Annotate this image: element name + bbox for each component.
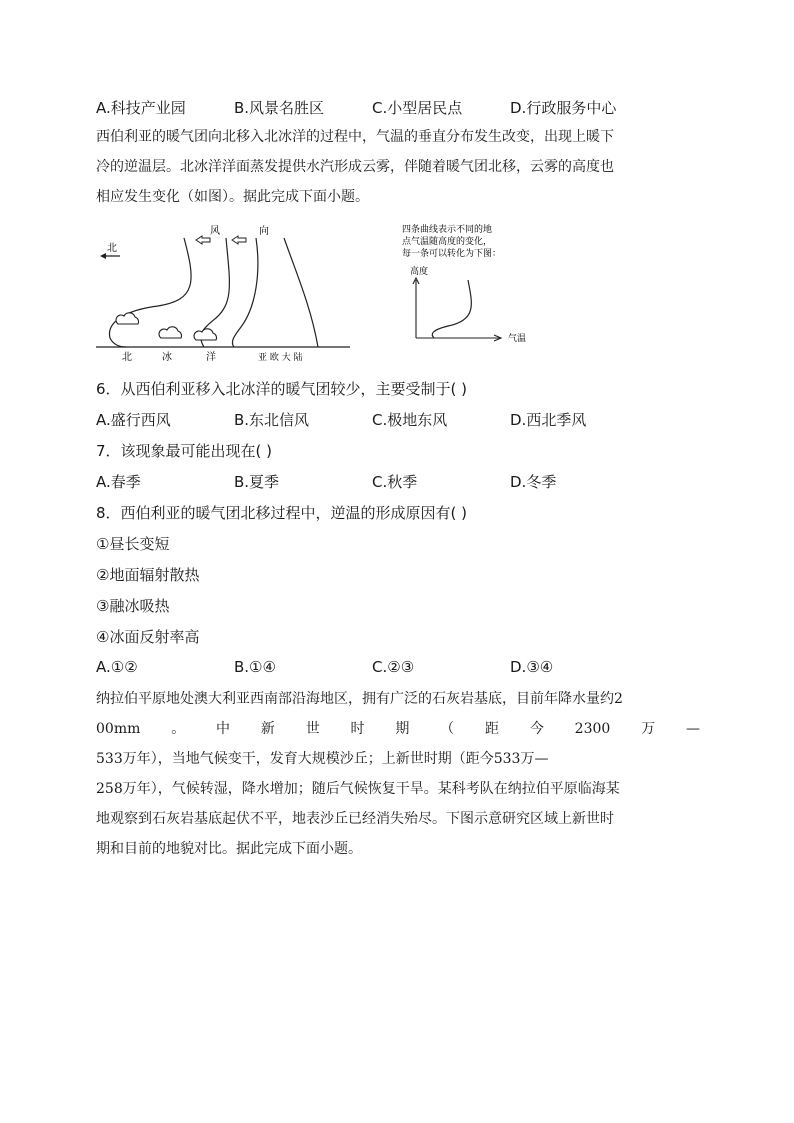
intro1-line-3: 相应发生变化（如图）。据此完成下面小题。 <box>96 189 369 205</box>
q8-option-a: A.①② <box>96 658 138 676</box>
wind-arrow-icon <box>196 236 246 244</box>
q5-option-d: D.行政服务中心 <box>510 99 617 117</box>
intro2-line-6: 期和目前的地貌对比。据此完成下面小题。 <box>96 841 362 857</box>
north-arrow-head-icon <box>100 253 106 259</box>
ocean-label-3: 洋 <box>206 352 216 362</box>
q7-option-c: C.秋季 <box>372 473 418 491</box>
q8-item-4: ④冰面反射率高 <box>96 628 200 646</box>
intro-paragraph-1 <box>96 122 700 212</box>
q8-item-1: ①昼长变短 <box>96 535 170 553</box>
q6-option-d: D.西北季风 <box>510 411 587 429</box>
x-axis-label: 气温 <box>508 334 527 344</box>
north-label: 北 <box>107 243 117 254</box>
q5-option-c: C.小型居民点 <box>372 99 463 117</box>
temperature-curve-4 <box>284 238 318 347</box>
q8-option-c: C.②③ <box>372 658 415 676</box>
cloud-icon <box>116 313 217 340</box>
intro1-line-2: 冷的逆温层。北冰洋洋面蒸发提供水汽形成云雾，伴随着暖气团北移，云雾的高度也 <box>96 159 614 175</box>
intro1-line-1: 西伯利亚的暖气团向北移入北冰洋的过程中，气温的垂直分布发生改变，出现上暖下 <box>96 129 614 145</box>
q8-stem: 8．西伯利亚的暖气团北移过程中，逆温的形成原因有( ) <box>96 504 468 522</box>
temperature-curve-1 <box>109 238 191 347</box>
intro2-line-1: 纳拉伯平原地处澳大利亚西南部沿海地区，拥有广泛的石灰岩基底，目前年降水量约2 <box>96 691 623 707</box>
q8-option-b: B.①④ <box>234 658 276 676</box>
intro2-line-3: 533万年），当地气候变干，发育大规模沙丘；上新世时期（距今533万— <box>96 751 549 767</box>
wind-label-1: 风 <box>210 226 220 237</box>
inset-temperature-curve <box>432 280 471 338</box>
q6-option-b: B.东北信风 <box>234 411 310 429</box>
intro2-line-2: 00mm 。 中 新 世 时 期 （ 距 今 2300 万 — <box>96 721 700 737</box>
wind-label-2: 向 <box>259 226 269 237</box>
note-line-3: 每一条可以转化为下图： <box>402 249 502 259</box>
q5-option-a: A.科技产业园 <box>96 99 186 117</box>
intro-paragraph-2 <box>96 684 700 864</box>
q6-option-c: C.极地东风 <box>372 411 448 429</box>
ocean-label-2: 冰 <box>162 352 172 362</box>
intro2-line-5: 地观察到石灰岩基底起伏不平，地表沙丘已经消失殆尽。下图示意研究区域上新世时 <box>96 811 614 827</box>
q8-option-d: D.③④ <box>510 658 554 676</box>
q7-option-a: A.春季 <box>96 473 141 491</box>
q8-item-3: ③融冰吸热 <box>96 597 170 615</box>
intro2-line-4: 258万年），气候转湿，降水增加；随后气候恢复干旱。某科考队在纳拉伯平原临海某 <box>96 781 620 797</box>
land-label: 亚 欧 大 陆 <box>258 353 303 362</box>
note-line-1: 四条曲线表示不同的地 <box>402 225 493 235</box>
q7-stem: 7．该现象最可能出现在( ) <box>96 442 273 460</box>
q7-option-b: B.夏季 <box>234 473 280 491</box>
ocean-label-1: 北 <box>122 352 132 362</box>
figure-inversion-diagram <box>96 222 536 362</box>
y-axis-label: 高度 <box>410 267 429 277</box>
q5-option-b: B.风景名胜区 <box>234 99 325 117</box>
note-line-2: 点气温随高度的变化， <box>402 237 493 247</box>
q6-stem: 6．从西伯利亚移入北冰洋的暖气团较少，主要受制于( ) <box>96 380 468 398</box>
q7-option-d: D.冬季 <box>510 473 557 491</box>
q6-option-a: A.盛行西风 <box>96 411 171 429</box>
temperature-curve-3 <box>232 238 257 347</box>
q8-item-2: ②地面辐射散热 <box>96 566 200 584</box>
